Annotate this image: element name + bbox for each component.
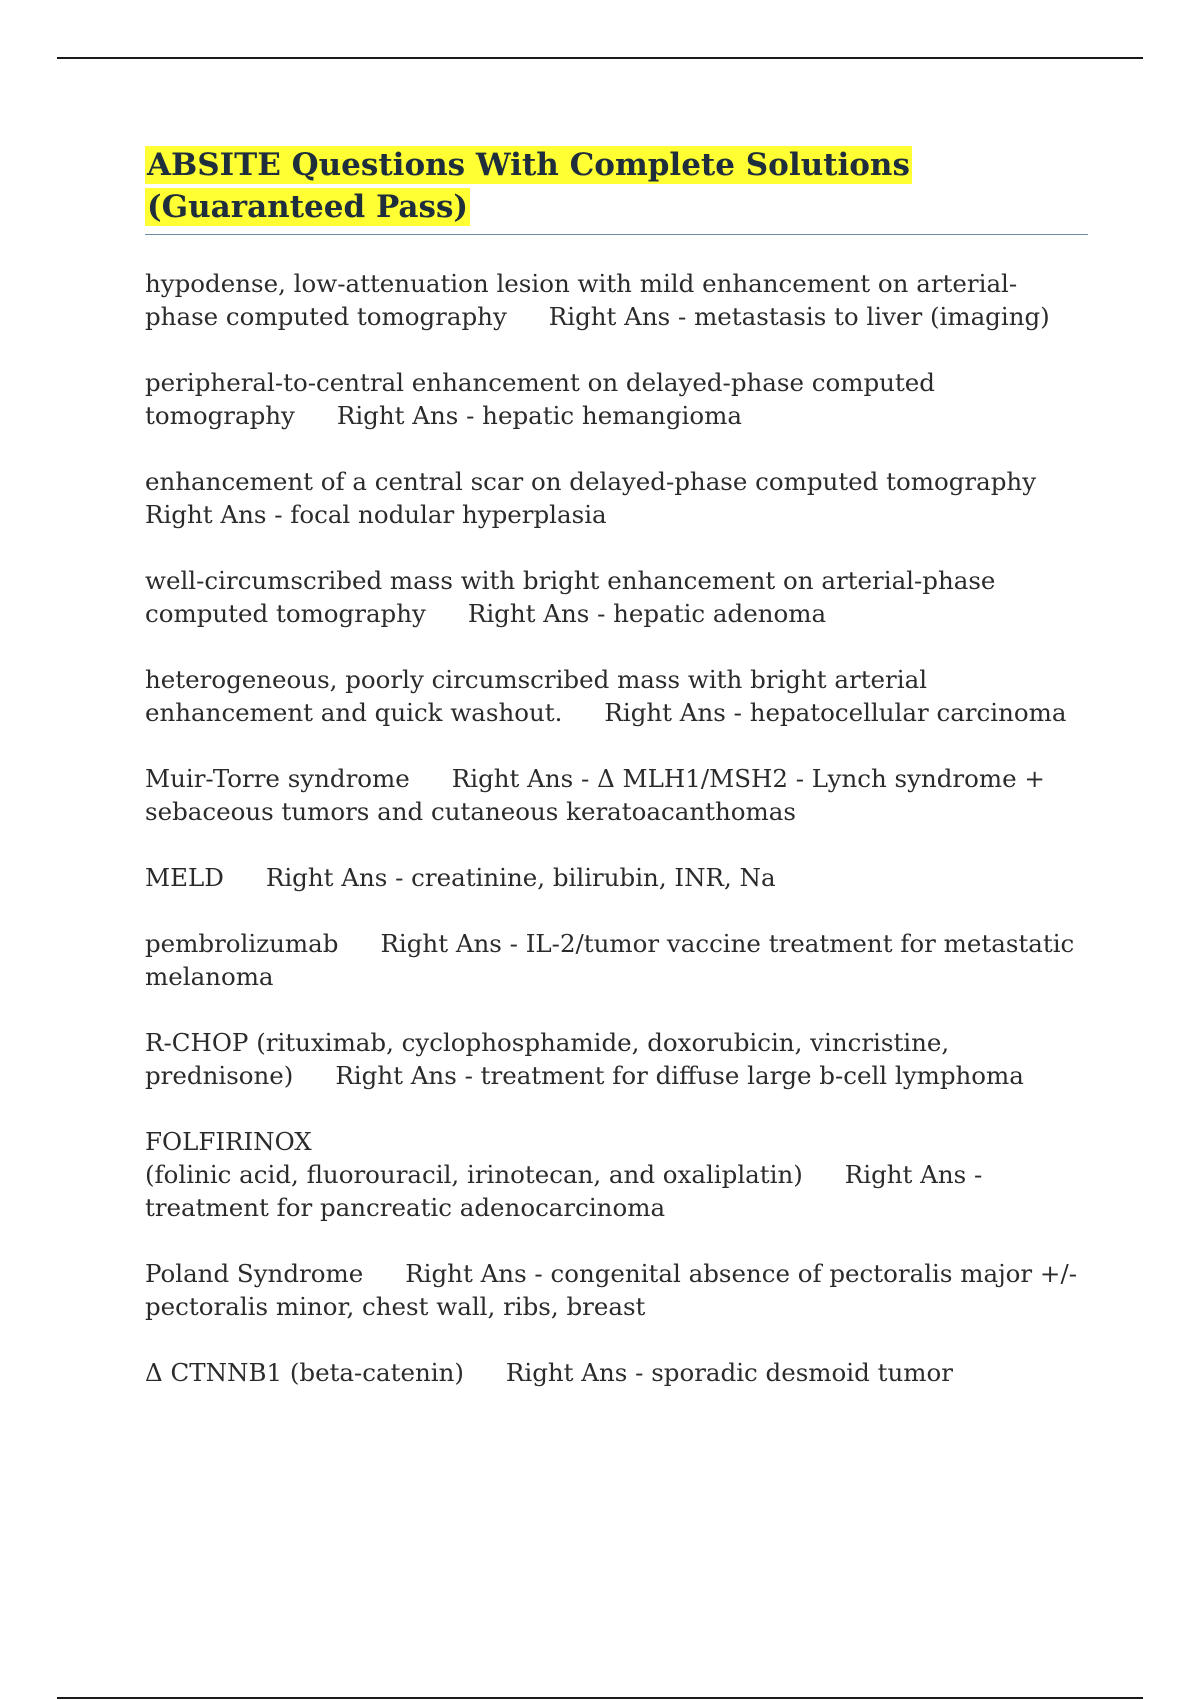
question-text: Muir-Torre syndrome (145, 764, 410, 793)
qa-item (145, 267, 1088, 333)
question-text: peripheral-to-central enhancement on delayed-phase computed tomography (145, 368, 943, 430)
qa-item (145, 1356, 1088, 1389)
question-text: enhancement of a central scar on delayed-phase computed tomography (145, 467, 1037, 496)
question-text: well-circumscribed mass with bright enhancement on arterial-phase computed tomography (145, 566, 1004, 628)
answer-text: Right Ans - hepatic hemangioma (336, 401, 742, 430)
answer-text: Right Ans - hepatocellular carcinoma (604, 698, 1067, 727)
qa-item (145, 663, 1088, 729)
answer-text: Right Ans - metastasis to liver (imaging) (548, 302, 1050, 331)
question-text: Δ CTNNB1 (beta-catenin) (145, 1358, 464, 1387)
title-underline (145, 234, 1088, 235)
header-rule (57, 57, 1143, 59)
title-line-1: ABSITE Questions With Complete Solutions (147, 147, 910, 183)
qa-item (145, 762, 1088, 828)
qa-list (145, 267, 1088, 1389)
answer-text: Right Ans - focal nodular hyperplasia (145, 500, 607, 529)
answer-text: Right Ans - treatment for diffuse large b-cell lymphoma (335, 1061, 1024, 1090)
title-highlight (145, 146, 912, 226)
question-text: FOLFIRINOX (folinic acid, fluorouracil, irinotecan, and oxaliplatin) (145, 1127, 803, 1189)
qa-item (145, 927, 1088, 993)
qa-item (145, 465, 1088, 531)
question-text: R-CHOP (rituximab, cyclophosphamide, doxorubicin, vincristine, prednisone) (145, 1028, 957, 1090)
answer-text: Right Ans - sporadic desmoid tumor (505, 1358, 953, 1387)
qa-item (145, 1125, 1088, 1224)
answer-text: Right Ans - congenital absence of pectoralis major +/- pectoralis minor, chest wall, ribs, breast (145, 1259, 1085, 1321)
question-text: pembrolizumab (145, 929, 339, 958)
qa-item (145, 1026, 1088, 1092)
answer-text: Right Ans - Δ MLH1/MSH2 - Lynch syndrome + sebaceous tumors and cutaneous keratoacanthomas (145, 764, 1053, 826)
question-text: MELD (145, 863, 224, 892)
title-line-2: (Guaranteed Pass) (147, 189, 469, 225)
qa-item (145, 564, 1088, 630)
answer-text: Right Ans - treatment for pancreatic adenocarcinoma (145, 1160, 991, 1222)
answer-text: Right Ans - creatinine, bilirubin, INR, Na (265, 863, 776, 892)
document-body (145, 144, 1088, 1422)
qa-item (145, 1257, 1088, 1323)
answer-text: Right Ans - IL-2/tumor vaccine treatment for metastatic melanoma (145, 929, 1083, 991)
footer-rule (57, 1697, 1143, 1699)
question-text: hypodense, low-attenuation lesion with mild enhancement on arterial-phase computed tomography (145, 269, 1018, 331)
document-title (145, 144, 1088, 228)
question-text: heterogeneous, poorly circumscribed mass with bright arterial enhancement and quick washout. (145, 665, 935, 727)
answer-text: Right Ans - hepatic adenoma (467, 599, 827, 628)
qa-item (145, 366, 1088, 432)
question-text: Poland Syndrome (145, 1259, 364, 1288)
qa-item (145, 861, 1088, 894)
